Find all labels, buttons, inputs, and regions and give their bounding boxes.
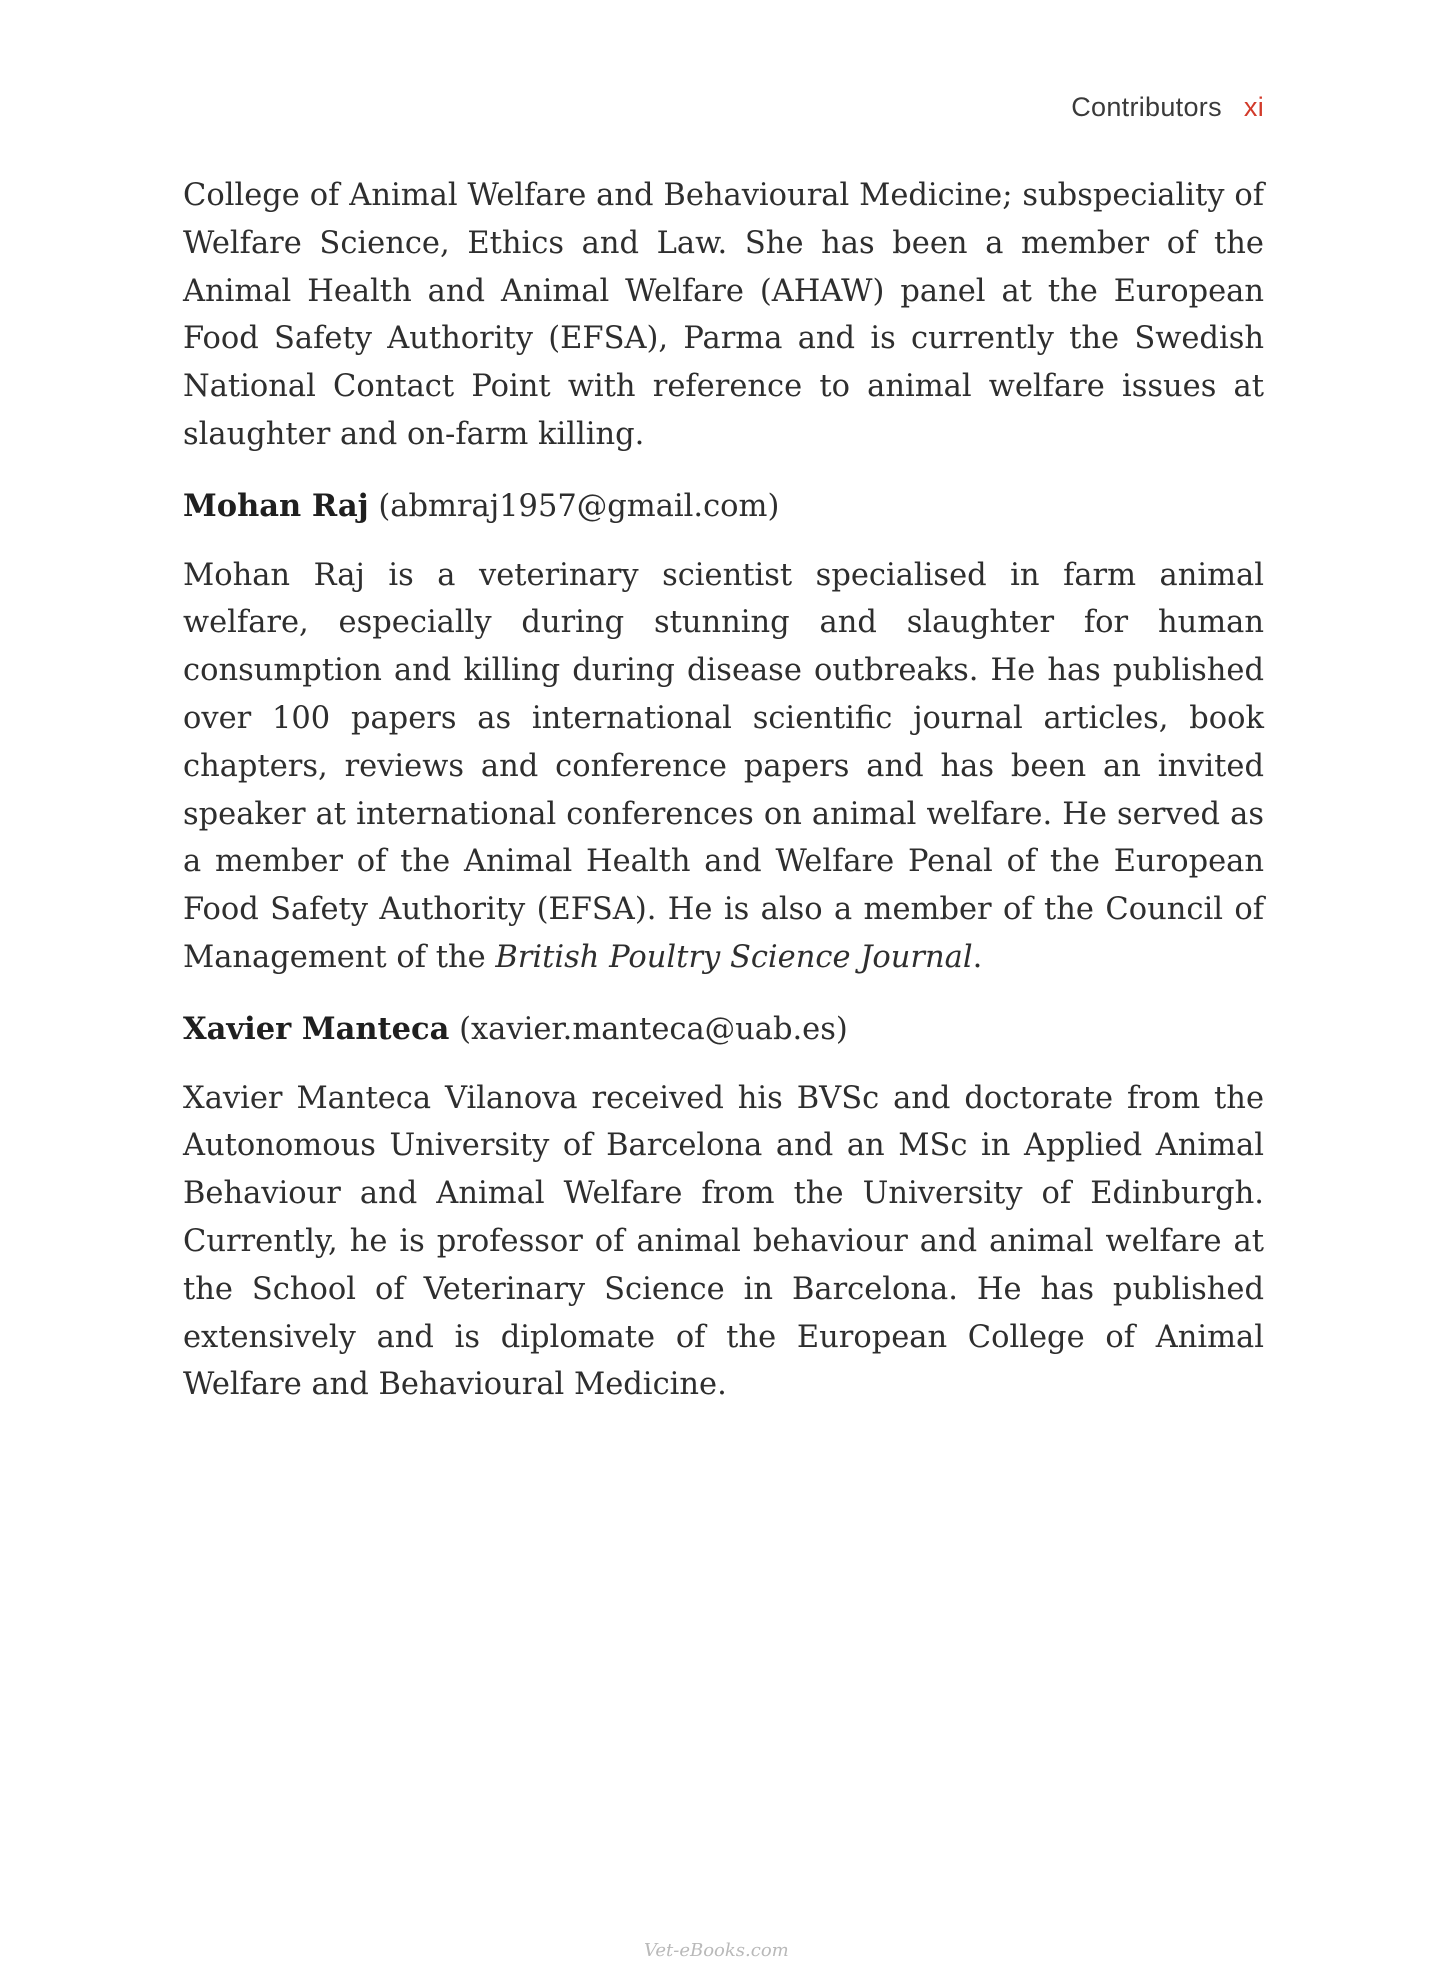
contributor-bio [183,552,1264,982]
continuation-paragraph: College of Animal Welfare and Behavioural Medicine; subspeciality of Welfare Science, Ethics and Law. She has been a member of the Animal Health and Animal Welfare (AHAW) panel at the European Food Safety Authority (EFSA), Parma and is currently the Swedish National Contact Point with reference to animal welfare issues at slaughter and on-farm killing. [183,178,1264,452]
section-title: Contributors [1071,92,1222,122]
contributor-name: Mohan Raj [183,487,369,524]
contributor-heading: Xavier Manteca (xavier.manteca@uab.es) [183,1010,848,1047]
contributor-email: xavier.manteca@uab.es [470,1011,836,1047]
page-content [183,172,1264,1409]
running-head [1071,92,1264,123]
journal-title: British Poultry Science Journal [495,939,973,975]
contributor-email: abmraj1957@gmail.com [390,488,768,524]
contributor-heading: Mohan Raj (abmraj1957@gmail.com) [183,487,780,524]
page-number: xi [1243,92,1264,122]
watermark-logo: Vet-eBooks.com [644,1940,789,1961]
contributor-bio: Xavier Manteca Vilanova received his BVSc and doctorate from the Autonomous University of Barcelona and an MSc in Applied Animal Behaviour and Animal Welfare from the University of Edinburgh. Currently, he is professor of animal behaviour and animal welfare at the School of Veterinary Science in Barcelona. He has published extensively and is diplomate of the European College of Animal Welfare and Behavioural Medicine. [183,1080,1264,1403]
bio-text: Mohan Raj is a veterinary scientist specialised in farm animal welfare, especially during stunning and slaughter for human consumption and killing during disease outbreaks. He has published over 100 papers as international scientific journal articles, book chapters, reviews and conference papers and has been an invited speaker at international conferences on animal welfare. He served as a member of the Animal Health and Welfare Penal of the European Food Safety Authority (EFSA). He is also a member of the Council of Management of the [183,557,1264,975]
contributor-name: Xavier Manteca [183,1010,450,1047]
bio-end: . [972,939,983,975]
